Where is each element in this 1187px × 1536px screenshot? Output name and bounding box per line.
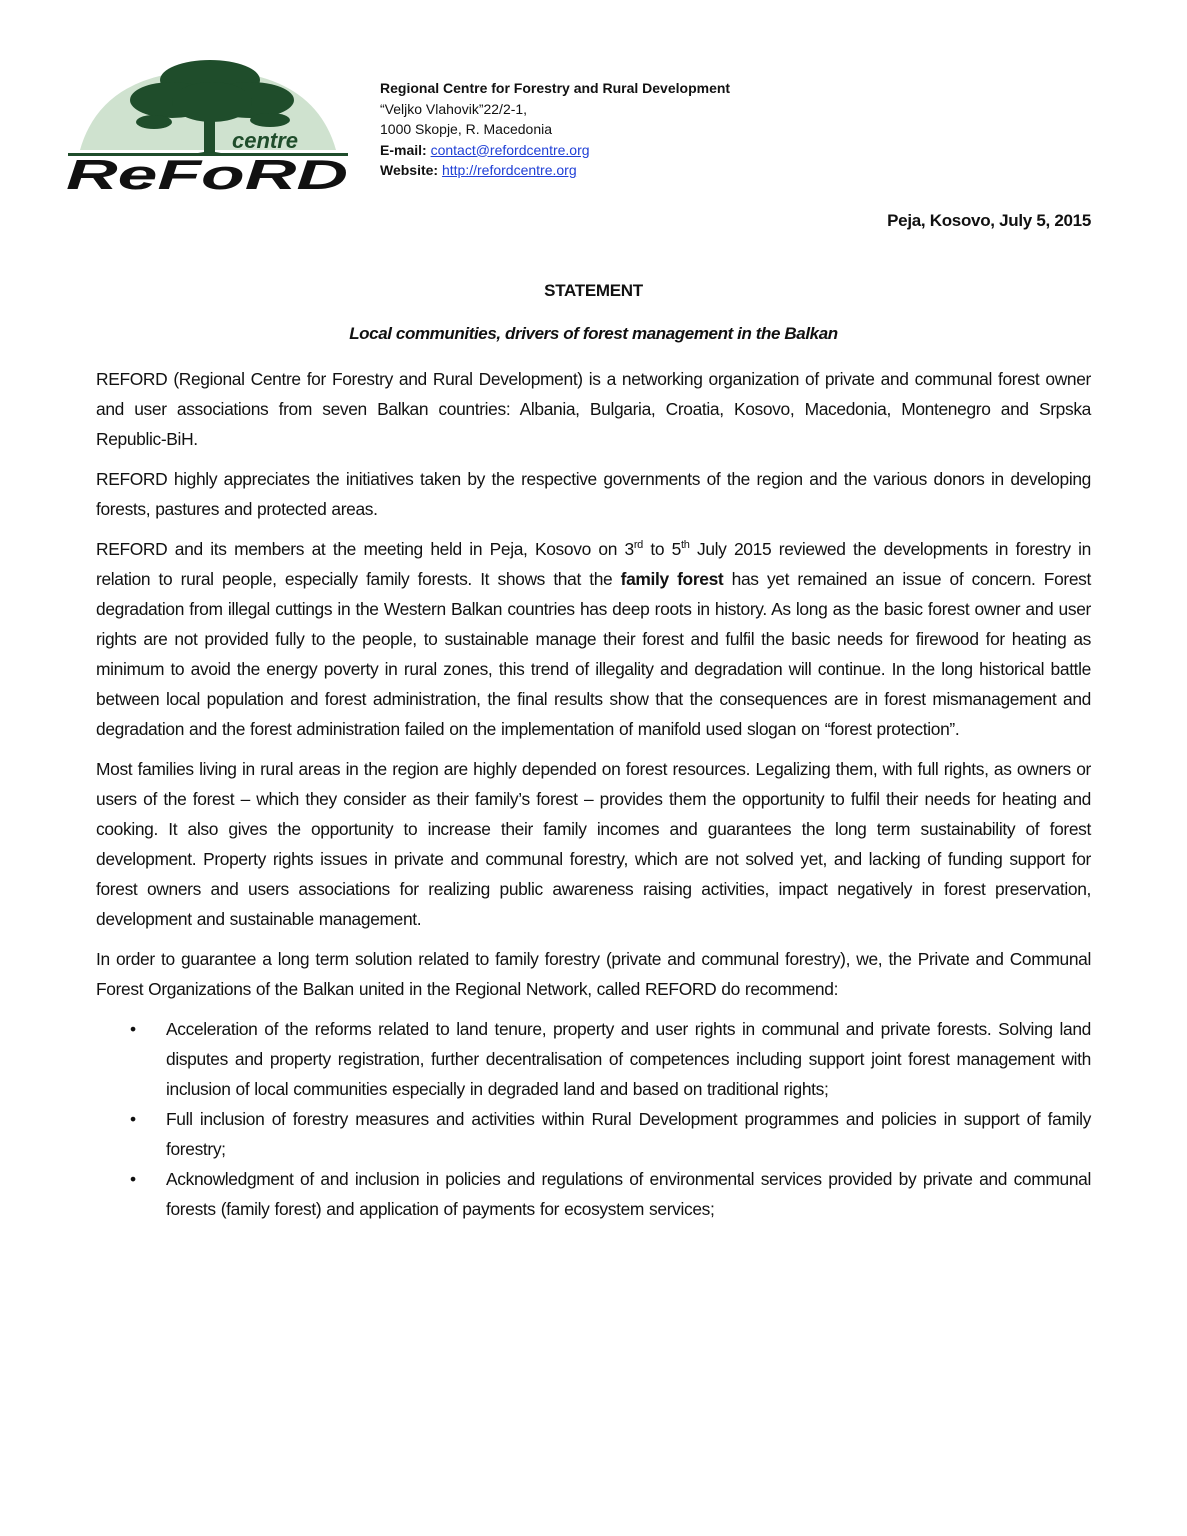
place-date-line: Peja, Kosovo, July 5, 2015 <box>887 211 1091 230</box>
reford-logo-graphic <box>62 52 354 192</box>
bullet-icon: • <box>130 1169 136 1189</box>
logo-subword: centre <box>232 128 299 153</box>
p3-text-3: July 2015 reviewed the developments in forestry in relation to rural people, especially family forests. It shows that the <box>96 539 1091 589</box>
website-row <box>380 160 730 181</box>
website-link[interactable]: http://refordcentre.org <box>441 162 577 178</box>
logo-wordmark: ReFoRD <box>66 151 348 192</box>
p3-text-4: has yet remained an issue of concern. Forest degradation from illegal cuttings in the Western Balkan countries has deep roots in history. As long as the basic forest owner and user rights are not provided fully to the people, to sustainable manage their forest and fulfil the basic needs for firewood for heating as minimum to avoid the energy poverty in rural zones, this trend of illegality and degradation will continue. In the long historical battle between local population and forest administration, the final results show that the consequences are in forest mismanagement and degradation and the forest administration failed on the implementation of manifold used slogan on “forest protection”. <box>96 569 1091 739</box>
recommendation-text: Full inclusion of forestry measures and activities within Rural Development programmes and policies in support of family forestry; <box>166 1109 1091 1159</box>
p3-superscript-rd: rd <box>633 539 643 551</box>
bullet-icon: • <box>130 1109 136 1129</box>
recommendation-text: Acknowledgment of and inclusion in policies and regulations of environmental services provided by private and communal forests (family forest) and application of payments for ecosystem services; <box>166 1169 1091 1219</box>
bullet-icon: • <box>130 1019 136 1039</box>
reford-logo <box>62 52 354 192</box>
paragraph-rural-families: Most families living in rural areas in the region are highly depended on forest resources. Legalizing them, with full rights, as owners or users of the forest – which they consider as their family’s forest – provides them the opportunity to fulfil their needs for heating and cooking. It also gives the opportunity to increase their family incomes and guarantees the long term sustainability of forest development. Property rights issues in private and communal forestry, which are not solved yet, and lacking of funding support for forest owners and users associations for realizing public awareness raising activities, impact negatively in forest preservation, development and sustainable management. <box>96 759 1091 929</box>
paragraph-appreciation: REFORD highly appreciates the initiatives taken by the respective governments of the region and the various donors in developing forests, pastures and protected areas. <box>96 469 1091 519</box>
recommendation-item <box>96 1104 1091 1164</box>
address-line-2: 1000 Skopje, R. Macedonia <box>380 121 552 137</box>
p3-superscript-th: th <box>681 539 690 551</box>
recommendation-text: Acceleration of the reforms related to land tenure, property and user rights in communal and private forests. Solving land disputes and property registration, further decentralisation of competences including support joint forest management with inclusion of local communities especially in degraded land and based on traditional rights; <box>166 1019 1091 1099</box>
paragraph-intro: REFORD (Regional Centre for Forestry and Rural Development) is a networking organization of private and communal forest owner and user associations from seven Balkan countries: Albania, Bulgaria, Croatia, Kosovo, Macedonia, Montenegro and Srpska Republic-BiH. <box>96 369 1091 449</box>
organization-name: Regional Centre for Forestry and Rural Development <box>380 80 731 96</box>
email-link[interactable]: contact@refordcentre.org <box>430 141 590 158</box>
document-title: STATEMENT <box>544 281 643 300</box>
document-subtitle: Local communities, drivers of forest management in the Balkan <box>349 324 838 343</box>
recommendation-item <box>96 1164 1091 1224</box>
recommendation-item <box>96 1014 1091 1104</box>
recommendations-list <box>96 1014 1091 1224</box>
organization-contact-block <box>380 78 730 181</box>
paragraph-recommend-intro: In order to guarantee a long term solution related to family forestry (private and communal forestry), we, the Private and Communal Forest Organizations of the Balkan united in the Regional Network, called REFORD do recommend: <box>96 949 1091 999</box>
address-line-1: “Veljko Vlahovik”22/2-1, <box>380 100 528 117</box>
p3-bold-family-forest: family forest <box>620 569 724 589</box>
website-label: Website: <box>380 162 439 178</box>
p3-text-1: REFORD and its members at the meeting held in Peja, Kosovo on 3 <box>96 539 634 559</box>
email-label: E-mail: <box>380 141 427 158</box>
paragraph-meeting-review <box>96 534 1091 744</box>
email-row <box>380 140 730 161</box>
statement-body <box>96 364 1091 1224</box>
p3-text-2: to 5 <box>642 539 682 559</box>
